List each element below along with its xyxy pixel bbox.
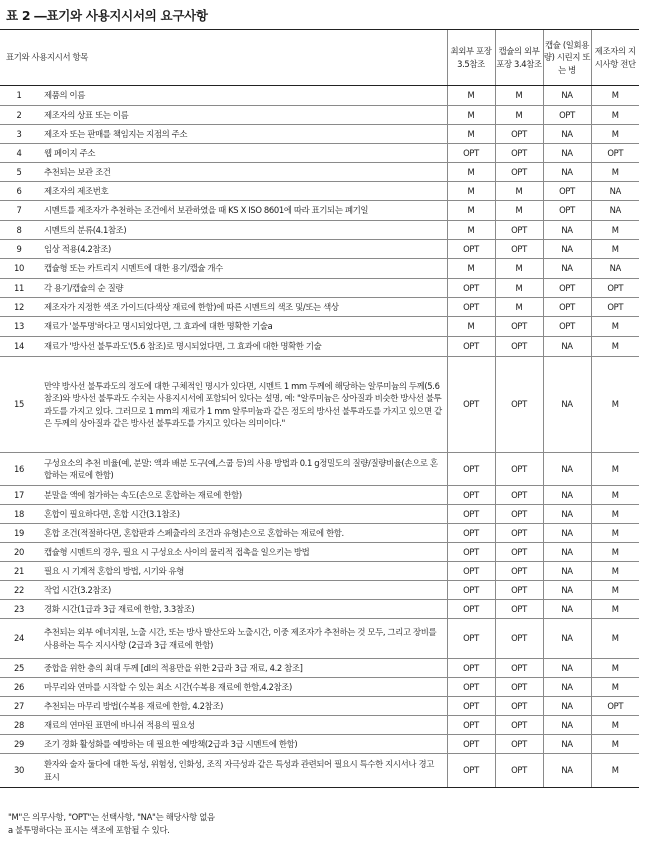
cell-capsule-single-dose: NA [543, 357, 591, 453]
row-item: 혼합 조건(적절하다면, 혼합판과 스페츌라의 조건과 유형)손으로 혼합하는 재료에 한함. [38, 524, 447, 543]
cell-outer-packaging: OPT [447, 357, 495, 453]
table-title: 표 2 ―표기와 사용지시서의 요구사항 [6, 8, 208, 23]
row-number: 14 [0, 337, 38, 357]
cell-outer-packaging: OPT [447, 735, 495, 754]
row-item: 조기 경화 활성화를 예방하는 데 필요한 예방책(2급과 3급 시멘트에 한함) [38, 735, 447, 754]
cell-instructions-leaflet: M [591, 337, 639, 357]
row-number: 11 [0, 279, 38, 298]
cell-capsule-single-dose: NA [543, 505, 591, 524]
cell-capsule-single-dose: NA [543, 524, 591, 543]
cell-capsule-outer-packaging: OPT [495, 221, 543, 240]
cell-capsule-outer-packaging: OPT [495, 524, 543, 543]
table-row [0, 86, 639, 106]
cell-instructions-leaflet: M [591, 125, 639, 144]
cell-instructions-leaflet: OPT [591, 279, 639, 298]
row-number: 10 [0, 259, 38, 279]
row-item: 추천되는 마무리 방법(수복용 재료에 한함, 4.2참조) [38, 697, 447, 716]
cell-capsule-outer-packaging: OPT [495, 735, 543, 754]
table-row [0, 201, 639, 221]
row-number: 3 [0, 125, 38, 144]
table-row [0, 543, 639, 562]
cell-capsule-single-dose: NA [543, 163, 591, 182]
cell-capsule-single-dose: NA [543, 600, 591, 619]
row-number: 2 [0, 106, 38, 125]
row-number: 8 [0, 221, 38, 240]
row-item: 제조자 또는 판매를 책임지는 지점의 주소 [38, 125, 447, 144]
row-item: 제조자가 지정한 색조 가이드(다색상 재료에 한함)에 따른 시멘트의 색조 및/또는 색상 [38, 298, 447, 317]
header-item: 표기와 사용지시서 항목 [0, 30, 447, 86]
row-item: 중합을 위한 층의 최대 두께 [dl의 적용만을 위한 2급과 3급 재료, 4.2 참조] [38, 659, 447, 678]
cell-capsule-single-dose: OPT [543, 201, 591, 221]
row-number: 9 [0, 240, 38, 259]
cell-outer-packaging: OPT [447, 619, 495, 659]
row-item: 제조자의 상표 또는 이름 [38, 106, 447, 125]
cell-capsule-outer-packaging: OPT [495, 486, 543, 505]
row-item: 웹 페이지 주소 [38, 144, 447, 163]
cell-capsule-single-dose: NA [543, 659, 591, 678]
row-item: 각 용기/캡슐의 순 질량 [38, 279, 447, 298]
cell-capsule-single-dose: NA [543, 337, 591, 357]
cell-capsule-single-dose: NA [543, 697, 591, 716]
row-number: 28 [0, 716, 38, 735]
cell-outer-packaging: OPT [447, 678, 495, 697]
cell-capsule-single-dose: NA [543, 754, 591, 788]
cell-outer-packaging: OPT [447, 279, 495, 298]
cell-instructions-leaflet: M [591, 562, 639, 581]
cell-outer-packaging: M [447, 106, 495, 125]
cell-capsule-single-dose: NA [543, 486, 591, 505]
cell-instructions-leaflet: M [591, 619, 639, 659]
table-row [0, 678, 639, 697]
table-row [0, 619, 639, 659]
cell-outer-packaging: M [447, 163, 495, 182]
cell-instructions-leaflet: M [591, 600, 639, 619]
row-item: 임상 적용(4.2참조) [38, 240, 447, 259]
table-row [0, 144, 639, 163]
cell-instructions-leaflet: NA [591, 182, 639, 201]
cell-capsule-outer-packaging: OPT [495, 659, 543, 678]
table-row [0, 106, 639, 125]
cell-instructions-leaflet: M [591, 357, 639, 453]
cell-outer-packaging: OPT [447, 337, 495, 357]
cell-instructions-leaflet: M [591, 543, 639, 562]
cell-instructions-leaflet: OPT [591, 144, 639, 163]
cell-capsule-single-dose: NA [543, 125, 591, 144]
cell-outer-packaging: OPT [447, 453, 495, 486]
cell-outer-packaging: OPT [447, 240, 495, 259]
cell-capsule-outer-packaging: OPT [495, 581, 543, 600]
row-number: 26 [0, 678, 38, 697]
cell-capsule-outer-packaging: OPT [495, 357, 543, 453]
cell-capsule-outer-packaging: OPT [495, 600, 543, 619]
cell-capsule-outer-packaging: OPT [495, 697, 543, 716]
cell-capsule-single-dose: NA [543, 716, 591, 735]
row-item: 마무리와 연마를 시작할 수 있는 최소 시간(수복용 재료에 한함,4.2참조) [38, 678, 447, 697]
row-item: 환자와 술자 둘다에 대한 독성, 위험성, 인화성, 조직 자극성과 같은 특성과 관련되어 필요시 특수한 지시서나 경고 표시 [38, 754, 447, 788]
cell-instructions-leaflet: M [591, 505, 639, 524]
cell-instructions-leaflet: M [591, 524, 639, 543]
cell-capsule-single-dose: NA [543, 562, 591, 581]
cell-instructions-leaflet: NA [591, 201, 639, 221]
cell-outer-packaging: OPT [447, 144, 495, 163]
row-number: 21 [0, 562, 38, 581]
cell-instructions-leaflet: M [591, 754, 639, 788]
cell-capsule-outer-packaging: M [495, 106, 543, 125]
cell-outer-packaging: OPT [447, 524, 495, 543]
cell-capsule-single-dose: OPT [543, 106, 591, 125]
cell-capsule-single-dose: OPT [543, 298, 591, 317]
cell-outer-packaging: M [447, 221, 495, 240]
table-row [0, 182, 639, 201]
cell-capsule-outer-packaging: M [495, 298, 543, 317]
table-row [0, 600, 639, 619]
cell-outer-packaging: OPT [447, 486, 495, 505]
cell-outer-packaging: OPT [447, 298, 495, 317]
cell-instructions-leaflet: M [591, 163, 639, 182]
row-item: 재료가 '불투명'하다고 명시되었다면, 그 효과에 대한 명확한 기술a [38, 317, 447, 337]
table-row [0, 754, 639, 788]
cell-outer-packaging: OPT [447, 754, 495, 788]
row-item: 구성요소의 추천 비율(예, 분말: 액과 배분 도구(예,스쿱 등)의 사용 방법과 0.1 g정밀도의 질량/질량비율(손으로 혼합하는 재료에 한함) [38, 453, 447, 486]
cell-capsule-single-dose: NA [543, 240, 591, 259]
row-item: 경화 시간(1급과 3급 재료에 한함, 3.3참조) [38, 600, 447, 619]
cell-capsule-single-dose: NA [543, 735, 591, 754]
table-row [0, 357, 639, 453]
row-number: 19 [0, 524, 38, 543]
row-number: 30 [0, 754, 38, 788]
cell-outer-packaging: OPT [447, 697, 495, 716]
row-item: 분말을 액에 첨가하는 속도(손으로 혼합하는 재료에 한함) [38, 486, 447, 505]
table-row [0, 298, 639, 317]
row-item: 혼합이 필요하다면, 혼합 시간(3.1참조) [38, 505, 447, 524]
cell-capsule-single-dose: OPT [543, 182, 591, 201]
cell-instructions-leaflet: OPT [591, 298, 639, 317]
row-item: 캡슐형 시멘트의 경우, 필요 시 구성요소 사이의 물리적 접촉을 일으키는 방법 [38, 543, 447, 562]
row-number: 29 [0, 735, 38, 754]
cell-instructions-leaflet: M [591, 716, 639, 735]
cell-capsule-single-dose: NA [543, 581, 591, 600]
table-row [0, 279, 639, 298]
cell-instructions-leaflet: M [591, 735, 639, 754]
table-row [0, 562, 639, 581]
row-item: 재료가 '방사선 불투과도'(5.6 참조)로 명시되었다면, 그 효과에 대한 명확한 기술 [38, 337, 447, 357]
row-number: 4 [0, 144, 38, 163]
cell-capsule-single-dose: NA [543, 543, 591, 562]
table-row [0, 259, 639, 279]
cell-instructions-leaflet: M [591, 659, 639, 678]
cell-capsule-outer-packaging: OPT [495, 337, 543, 357]
row-item: 제조자의 제조번호 [38, 182, 447, 201]
row-number: 24 [0, 619, 38, 659]
row-number: 23 [0, 600, 38, 619]
table-row [0, 163, 639, 182]
row-item: 시멘트를 제조자가 추천하는 조건에서 보관하였을 때 KS X ISO 8601에 따라 표기되는 폐기일 [38, 201, 447, 221]
row-item: 만약 방사선 불투과도의 정도에 대한 구체적인 명시가 있다면, 시멘트 1 mm 두께에 해당하는 알루미늄의 두께(5.6 참조)와 방사선 불투과도 수치는 사용지시서에 포함되어 있다는 설명, 예: "알루미늄은 상아질과 비슷한 방사선 불투과도를 가지고 있다. 그러므로 1 mm의 재료가 1 mm 알루미늄과 같은 정도의 방사선 불투과도를 가지고 있으면 같은 두께의 상아질과 같은 방사선 불투과도를 가지고 있다는 의미이다." [38, 357, 447, 453]
cell-outer-packaging: M [447, 86, 495, 106]
cell-capsule-outer-packaging: M [495, 201, 543, 221]
requirements-table [0, 29, 639, 788]
row-number: 17 [0, 486, 38, 505]
cell-capsule-outer-packaging: OPT [495, 619, 543, 659]
row-item: 작업 시간(3.2참조) [38, 581, 447, 600]
table-row [0, 317, 639, 337]
cell-outer-packaging: OPT [447, 581, 495, 600]
row-item: 제품의 이름 [38, 86, 447, 106]
cell-capsule-single-dose: NA [543, 453, 591, 486]
row-number: 12 [0, 298, 38, 317]
table-row [0, 581, 639, 600]
cell-instructions-leaflet: NA [591, 259, 639, 279]
cell-instructions-leaflet: M [591, 221, 639, 240]
note-footnote-a: a 불투명하다는 표시는 색조에 포함될 수 있다. [8, 825, 170, 836]
table-row [0, 505, 639, 524]
cell-outer-packaging: M [447, 317, 495, 337]
cell-outer-packaging: M [447, 182, 495, 201]
row-number: 22 [0, 581, 38, 600]
cell-outer-packaging: OPT [447, 543, 495, 562]
cell-outer-packaging: OPT [447, 600, 495, 619]
row-number: 5 [0, 163, 38, 182]
cell-capsule-outer-packaging: OPT [495, 240, 543, 259]
table-notes [8, 811, 215, 837]
cell-instructions-leaflet: M [591, 106, 639, 125]
cell-capsule-outer-packaging: M [495, 182, 543, 201]
cell-capsule-single-dose: NA [543, 678, 591, 697]
row-number: 6 [0, 182, 38, 201]
row-number: 15 [0, 357, 38, 453]
cell-capsule-outer-packaging: OPT [495, 317, 543, 337]
cell-outer-packaging: OPT [447, 659, 495, 678]
header-outer-packaging: 최외부 포장 3.5참조 [447, 30, 495, 86]
table-row [0, 240, 639, 259]
table-row [0, 221, 639, 240]
cell-instructions-leaflet: M [591, 678, 639, 697]
note-legend: "M"은 의무사항, "OPT"는 선택사항, "NA"는 해당사항 없음 [8, 812, 215, 822]
cell-capsule-single-dose: OPT [543, 279, 591, 298]
row-item: 재료의 연마된 표면에 바니쉬 적용의 필요성 [38, 716, 447, 735]
cell-capsule-outer-packaging: OPT [495, 754, 543, 788]
row-item: 필요 시 기계적 혼합의 방법, 시기와 유형 [38, 562, 447, 581]
cell-capsule-outer-packaging: OPT [495, 505, 543, 524]
cell-capsule-outer-packaging: OPT [495, 562, 543, 581]
row-number: 20 [0, 543, 38, 562]
row-item: 시멘트의 분류(4.1참조) [38, 221, 447, 240]
row-number: 27 [0, 697, 38, 716]
table-row [0, 453, 639, 486]
table-row [0, 337, 639, 357]
cell-capsule-outer-packaging: OPT [495, 716, 543, 735]
cell-capsule-outer-packaging: OPT [495, 453, 543, 486]
cell-instructions-leaflet: M [591, 453, 639, 486]
row-number: 25 [0, 659, 38, 678]
cell-outer-packaging: OPT [447, 562, 495, 581]
row-number: 13 [0, 317, 38, 337]
row-number: 16 [0, 453, 38, 486]
cell-instructions-leaflet: M [591, 317, 639, 337]
cell-outer-packaging: OPT [447, 716, 495, 735]
cell-capsule-outer-packaging: OPT [495, 144, 543, 163]
cell-capsule-outer-packaging: OPT [495, 125, 543, 144]
header-instructions-leaflet: 제조자의 지시사항 전단 [591, 30, 639, 86]
table-row [0, 659, 639, 678]
header-capsule-outer-packaging: 캡슐의 외부 포장 3.4참조 [495, 30, 543, 86]
cell-instructions-leaflet: M [591, 486, 639, 505]
table-row [0, 716, 639, 735]
table-row [0, 735, 639, 754]
cell-capsule-outer-packaging: OPT [495, 678, 543, 697]
cell-capsule-outer-packaging: OPT [495, 543, 543, 562]
table-header-row [0, 30, 639, 86]
row-number: 1 [0, 86, 38, 106]
cell-capsule-single-dose: NA [543, 259, 591, 279]
row-item: 캡슐형 또는 카트리지 시멘트에 대한 용기/캡슐 개수 [38, 259, 447, 279]
cell-outer-packaging: M [447, 201, 495, 221]
cell-instructions-leaflet: OPT [591, 697, 639, 716]
cell-capsule-single-dose: OPT [543, 317, 591, 337]
row-item: 추천되는 보관 조건 [38, 163, 447, 182]
row-number: 18 [0, 505, 38, 524]
cell-capsule-outer-packaging: M [495, 86, 543, 106]
table-row [0, 697, 639, 716]
cell-capsule-outer-packaging: OPT [495, 163, 543, 182]
table-row [0, 524, 639, 543]
cell-capsule-single-dose: NA [543, 221, 591, 240]
cell-instructions-leaflet: M [591, 240, 639, 259]
cell-capsule-outer-packaging: M [495, 279, 543, 298]
table-row [0, 486, 639, 505]
cell-capsule-single-dose: NA [543, 619, 591, 659]
row-item: 추천되는 외부 에너지원, 노출 시간, 또는 방사 발산도와 노출시간, 이중 제조자가 추천하는 것 모두, 그리고 장비를 사용하는 특수 지시사항 (2급과 3급 재료에 한함) [38, 619, 447, 659]
cell-instructions-leaflet: M [591, 86, 639, 106]
cell-outer-packaging: M [447, 125, 495, 144]
table-row [0, 125, 639, 144]
cell-capsule-outer-packaging: M [495, 259, 543, 279]
cell-outer-packaging: OPT [447, 505, 495, 524]
header-capsule-single-dose: 캡슐 (일회용량) 시린지 또는 병 [543, 30, 591, 86]
row-number: 7 [0, 201, 38, 221]
cell-instructions-leaflet: M [591, 581, 639, 600]
cell-capsule-single-dose: NA [543, 86, 591, 106]
cell-capsule-single-dose: NA [543, 144, 591, 163]
cell-outer-packaging: M [447, 259, 495, 279]
